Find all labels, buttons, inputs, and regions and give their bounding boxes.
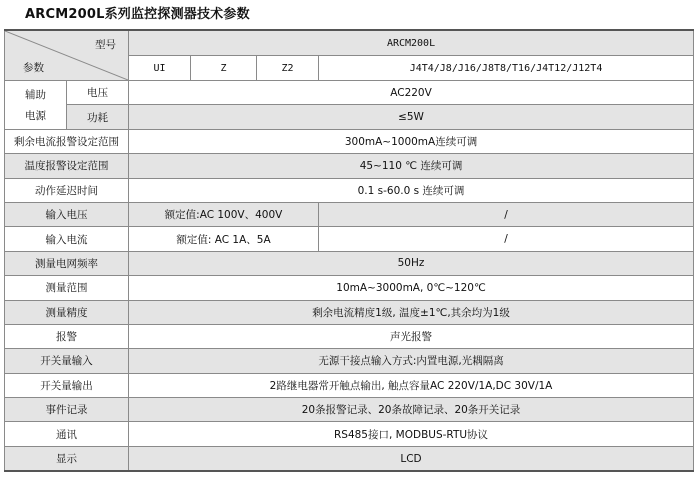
range-value: 10mA~3000mA, 0℃~120℃ xyxy=(129,276,694,300)
page-title: ARCM200L系列监控探测器技术参数 xyxy=(25,7,250,22)
spec-table xyxy=(4,29,694,472)
input-voltage-value: 额定值:AC 100V、400V xyxy=(129,202,319,226)
display-value: LCD xyxy=(129,446,694,471)
table-row-accuracy xyxy=(5,300,694,324)
model-name-cell: ARCM200L xyxy=(129,30,694,56)
table-row-input-current xyxy=(5,227,694,251)
aux-power-group-label xyxy=(5,81,67,130)
variant-j-series: J4T4/J8/J16/J8T8/T16/J4T12/J12T4 xyxy=(319,56,694,81)
diagonal-header-cell xyxy=(5,30,129,81)
delay-label: 动作延迟时间 xyxy=(5,178,129,202)
events-value: 20条报警记录、20条故障记录、20条开关记录 xyxy=(129,398,694,422)
input-current-na: / xyxy=(319,227,694,251)
input-current-value: 额定值: AC 1A、5A xyxy=(129,227,319,251)
events-label: 事件记录 xyxy=(5,398,129,422)
variant-z2: Z2 xyxy=(257,56,319,81)
table-row-temp-range xyxy=(5,154,694,178)
variant-ui: UI xyxy=(129,56,191,81)
table-row-range xyxy=(5,276,694,300)
frequency-label: 测量电网频率 xyxy=(5,251,129,275)
table-row-switch-in xyxy=(5,349,694,373)
table-row-residual-range xyxy=(5,129,694,153)
variant-z: Z xyxy=(191,56,257,81)
model-header-label: 型号 xyxy=(95,39,116,51)
aux-label-line2: 电源 xyxy=(25,109,46,122)
display-label: 显示 xyxy=(5,446,129,471)
spec-table-container xyxy=(4,29,693,472)
comm-label: 通讯 xyxy=(5,422,129,446)
table-row-switch-out xyxy=(5,373,694,397)
input-current-label: 输入电流 xyxy=(5,227,129,251)
delay-value: 0.1 s-60.0 s 连续可调 xyxy=(129,178,694,202)
range-label: 测量范围 xyxy=(5,276,129,300)
comm-value: RS485接口, MODBUS-RTU协议 xyxy=(129,422,694,446)
table-row-delay xyxy=(5,178,694,202)
alarm-value: 声光报警 xyxy=(129,324,694,348)
table-row-frequency xyxy=(5,251,694,275)
alarm-label: 报警 xyxy=(5,324,129,348)
residual-range-value: 300mA~1000mA连续可调 xyxy=(129,129,694,153)
accuracy-label: 测量精度 xyxy=(5,300,129,324)
voltage-value: AC220V xyxy=(129,81,694,105)
table-row-alarm xyxy=(5,324,694,348)
aux-label-line1: 辅助 xyxy=(25,88,46,101)
temp-range-value: 45~110 ℃ 连续可调 xyxy=(129,154,694,178)
table-row-comm xyxy=(5,422,694,446)
table-row-input-voltage xyxy=(5,202,694,226)
table-row-aux-voltage xyxy=(5,81,694,105)
input-voltage-label: 输入电压 xyxy=(5,202,129,226)
power-value: ≤5W xyxy=(129,105,694,129)
voltage-label: 电压 xyxy=(67,81,129,105)
temp-range-label: 温度报警设定范围 xyxy=(5,154,129,178)
switch-in-label: 开关量输入 xyxy=(5,349,129,373)
switch-in-value: 无源干接点输入方式:内置电源,光耦隔离 xyxy=(129,349,694,373)
table-row-aux-power xyxy=(5,105,694,129)
table-row-events xyxy=(5,398,694,422)
power-label: 功耗 xyxy=(67,105,129,129)
switch-out-label: 开关量输出 xyxy=(5,373,129,397)
input-voltage-na: / xyxy=(319,202,694,226)
switch-out-value: 2路继电器常开触点输出, 触点容量AC 220V/1A,DC 30V/1A xyxy=(129,373,694,397)
table-row-display xyxy=(5,446,694,471)
header-row-model xyxy=(5,30,694,56)
param-header-label: 参数 xyxy=(23,62,44,74)
residual-range-label: 剩余电流报警设定范围 xyxy=(5,129,129,153)
frequency-value: 50Hz xyxy=(129,251,694,275)
accuracy-value: 剩余电流精度1级, 温度±1℃,其余均为1级 xyxy=(129,300,694,324)
